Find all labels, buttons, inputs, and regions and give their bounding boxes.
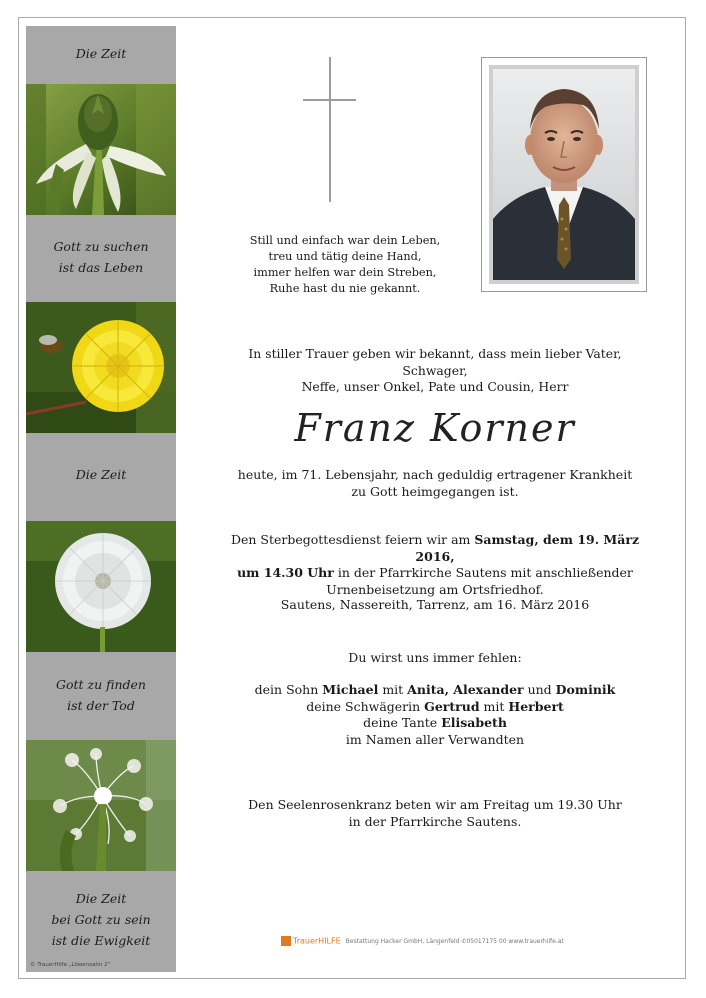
- strip-label-ist-die-ewigkeit: ist die Ewigkeit: [51, 933, 151, 948]
- strip-label-bei-gott-zu-sein: bei Gott zu sein: [51, 912, 151, 927]
- copyright-note: © TrauerHilfe „Löwenzahn 2“: [30, 962, 111, 968]
- service-line-3: Urnenbeisetzung am Ortsfriedhof.: [326, 581, 544, 597]
- dandelion-seeds-blowing-photo: [26, 740, 176, 871]
- rosary-line-2: in der Pfarrkirche Sautens.: [348, 813, 522, 829]
- dandelion-flower-photo: [26, 302, 176, 433]
- death-line-2: zu Gott heimgegangen ist.: [351, 483, 519, 499]
- family-line-1: dein Sohn Michael mit Anita, Alexander und Dominik: [254, 682, 616, 697]
- portrait-frame: [481, 57, 647, 292]
- cross-icon: [303, 57, 356, 202]
- service-line-1: Den Sterbegottesdienst feiern wir am Samstag, dem 19. März 2016,: [230, 532, 640, 564]
- family-line-2: deine Schwägerin Gertrud mit Herbert: [306, 698, 564, 714]
- dandelion-seedhead-photo: [26, 521, 176, 652]
- footer-details: Bestattung Hacker GmbH, Längenfeld ✆05017175 00 www.trauerhilfe.at: [345, 937, 564, 945]
- strip-label-ist-der-tod: ist der Tod: [67, 698, 135, 713]
- strip-label-gott-zu-suchen: Gott zu suchen: [53, 239, 149, 254]
- rosary-line-1: Den Seelenrosenkranz beten wir am Freitag um 19.30 Uhr: [248, 797, 622, 812]
- strip-label-ist-das-leben: ist das Leben: [58, 260, 144, 275]
- poem-line: immer helfen war dein Streben,: [253, 266, 437, 279]
- funeral-service-info: [220, 532, 650, 598]
- deceased-name: Franz Korner: [294, 406, 576, 450]
- miss-line: Du wirst uns immer fehlen:: [348, 650, 522, 665]
- portrait-photo: [493, 69, 635, 280]
- family-line-4: im Namen aller Verwandten: [345, 731, 525, 747]
- announcement-line-1: In stiller Trauer geben wir bekannt, dass mein lieber Vater, Schwager,: [248, 346, 622, 378]
- family-line-3: deine Tante Elisabeth: [363, 715, 507, 730]
- service-line-2: um 14.30 Uhr in der Pfarrkirche Sautens mit anschließender: [237, 565, 633, 580]
- place-and-date: Sautens, Nassereith, Tarrenz, am 16. März 2016: [280, 597, 590, 612]
- strip-label-die-zeit-2: Die Zeit: [75, 467, 127, 482]
- rosary-info: [225, 797, 645, 830]
- strip-label-die-zeit-1: Die Zeit: [75, 46, 127, 61]
- family-list: [225, 682, 645, 748]
- death-line-1: heute, im 71. Lebensjahr, nach geduldig ertragener Krankheit: [237, 467, 633, 482]
- trauerhilfe-logo-icon: [281, 936, 291, 946]
- portrait-mat: [489, 65, 639, 284]
- sidebar-strip: [26, 26, 176, 972]
- dandelion-bud-photo: [26, 84, 176, 215]
- poem-line: Ruhe hast du nie gekannt.: [269, 282, 421, 295]
- death-notice: [225, 467, 645, 500]
- footer-credit: [281, 936, 601, 950]
- strip-label-gott-zu-finden: Gott zu finden: [56, 677, 146, 692]
- poem: [220, 233, 470, 297]
- poem-line: treu und tätig deine Hand,: [268, 250, 422, 263]
- strip-label-die-zeit-3: Die Zeit: [75, 891, 127, 906]
- announcement-line-2: Neffe, unser Onkel, Pate und Cousin, Herr: [301, 379, 569, 394]
- announcement: [225, 346, 645, 396]
- poem-line: Still und einfach war dein Leben,: [249, 234, 441, 247]
- footer-brand: TrauerHILFE: [293, 936, 341, 946]
